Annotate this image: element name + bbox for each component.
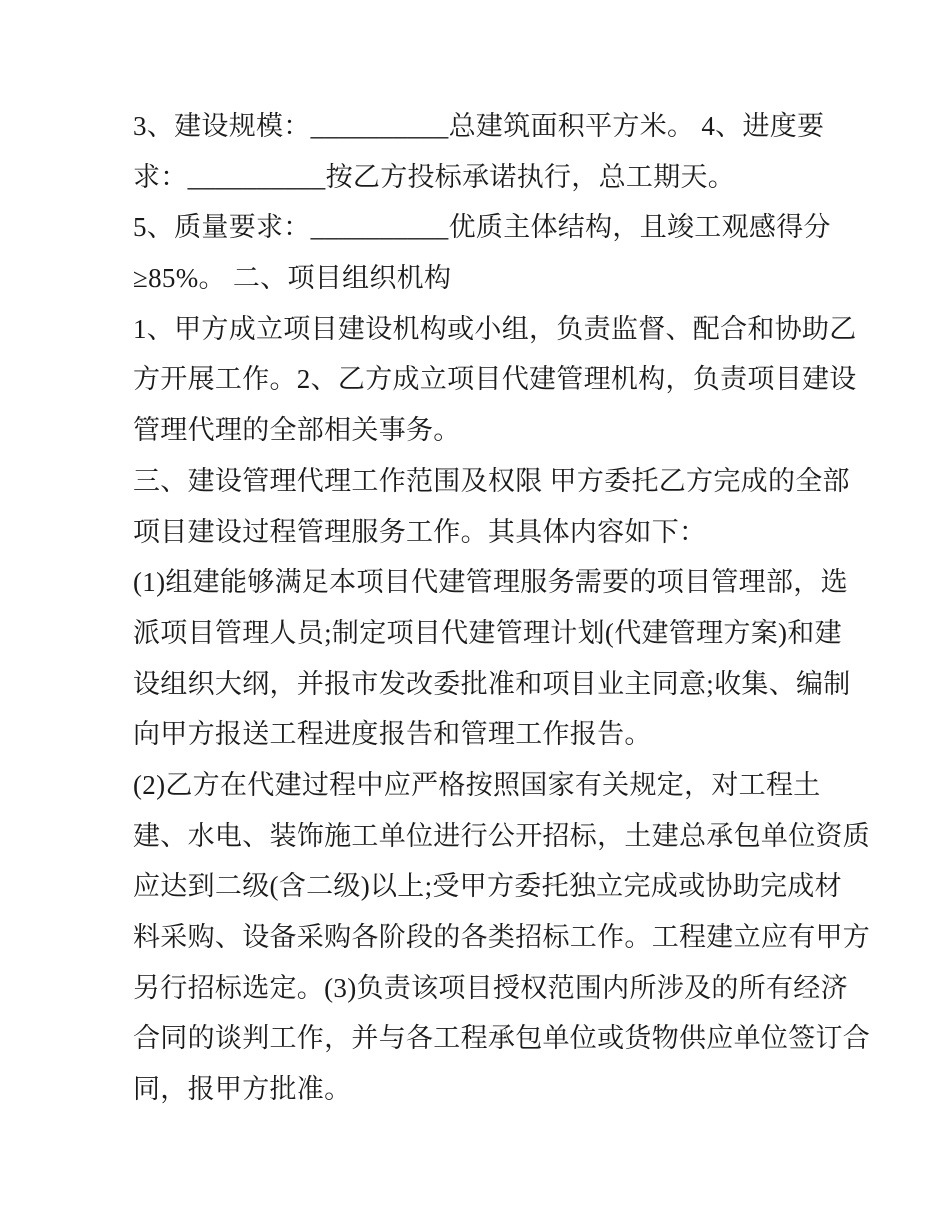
- text-line: 5、质量要求：__________优质主体结构，且竣工观感得分: [133, 212, 831, 243]
- text-line: (1)组建能够满足本项目代建管理服务需要的项目管理部，选: [133, 567, 848, 598]
- text-line: 1、甲方成立项目建设机构或小组，负责监督、配合和协助乙: [133, 313, 857, 344]
- text-line: 项目建设过程管理服务工作。其具体内容如下：: [133, 516, 707, 547]
- text-line: 方开展工作。2、乙方成立项目代建管理机构，负责项目建设: [133, 364, 857, 395]
- contract-text-block: [133, 101, 871, 1115]
- text-line: 另行招标选定。(3)负责该项目授权范围内所涉及的所有经济: [133, 972, 848, 1003]
- text-line: 向甲方报送工程进度报告和管理工作报告。: [133, 719, 652, 750]
- text-line: 3、建设规模：__________总建筑面积平方米。 4、进度要: [133, 111, 825, 141]
- text-line: (2)乙方在代建过程中应严格按照国家有关规定，对工程土: [133, 769, 821, 800]
- text-line: 合同的谈判工作，并与各工程承包单位或货物供应单位签订合: [133, 1023, 871, 1054]
- text-line: 料采购、设备采购各阶段的各类招标工作。工程建立应有甲方: [133, 922, 871, 952]
- text-line: 建、水电、装饰施工单位进行公开招标，土建总承包单位资质: [133, 820, 871, 851]
- text-line: 应达到二级(含二级)以上;受甲方委托独立完成或协助完成材: [133, 871, 842, 902]
- text-line: 管理代理的全部相关事务。: [133, 415, 461, 446]
- text-line: 三、建设管理代理工作范围及权限 甲方委托乙方完成的全部: [133, 465, 850, 496]
- text-line: 设组织大纲，并报市发改委批准和项目业主同意;收集、编制: [133, 668, 851, 699]
- text-line: 求：__________按乙方投标承诺执行，总工期天。: [133, 161, 736, 192]
- text-line: 同，报甲方批准。: [133, 1074, 352, 1105]
- text-line: ≥85%。 二、项目组织机构: [133, 263, 452, 294]
- text-line: 派项目管理人员;制定项目代建管理计划(代建管理方案)和建: [133, 617, 842, 648]
